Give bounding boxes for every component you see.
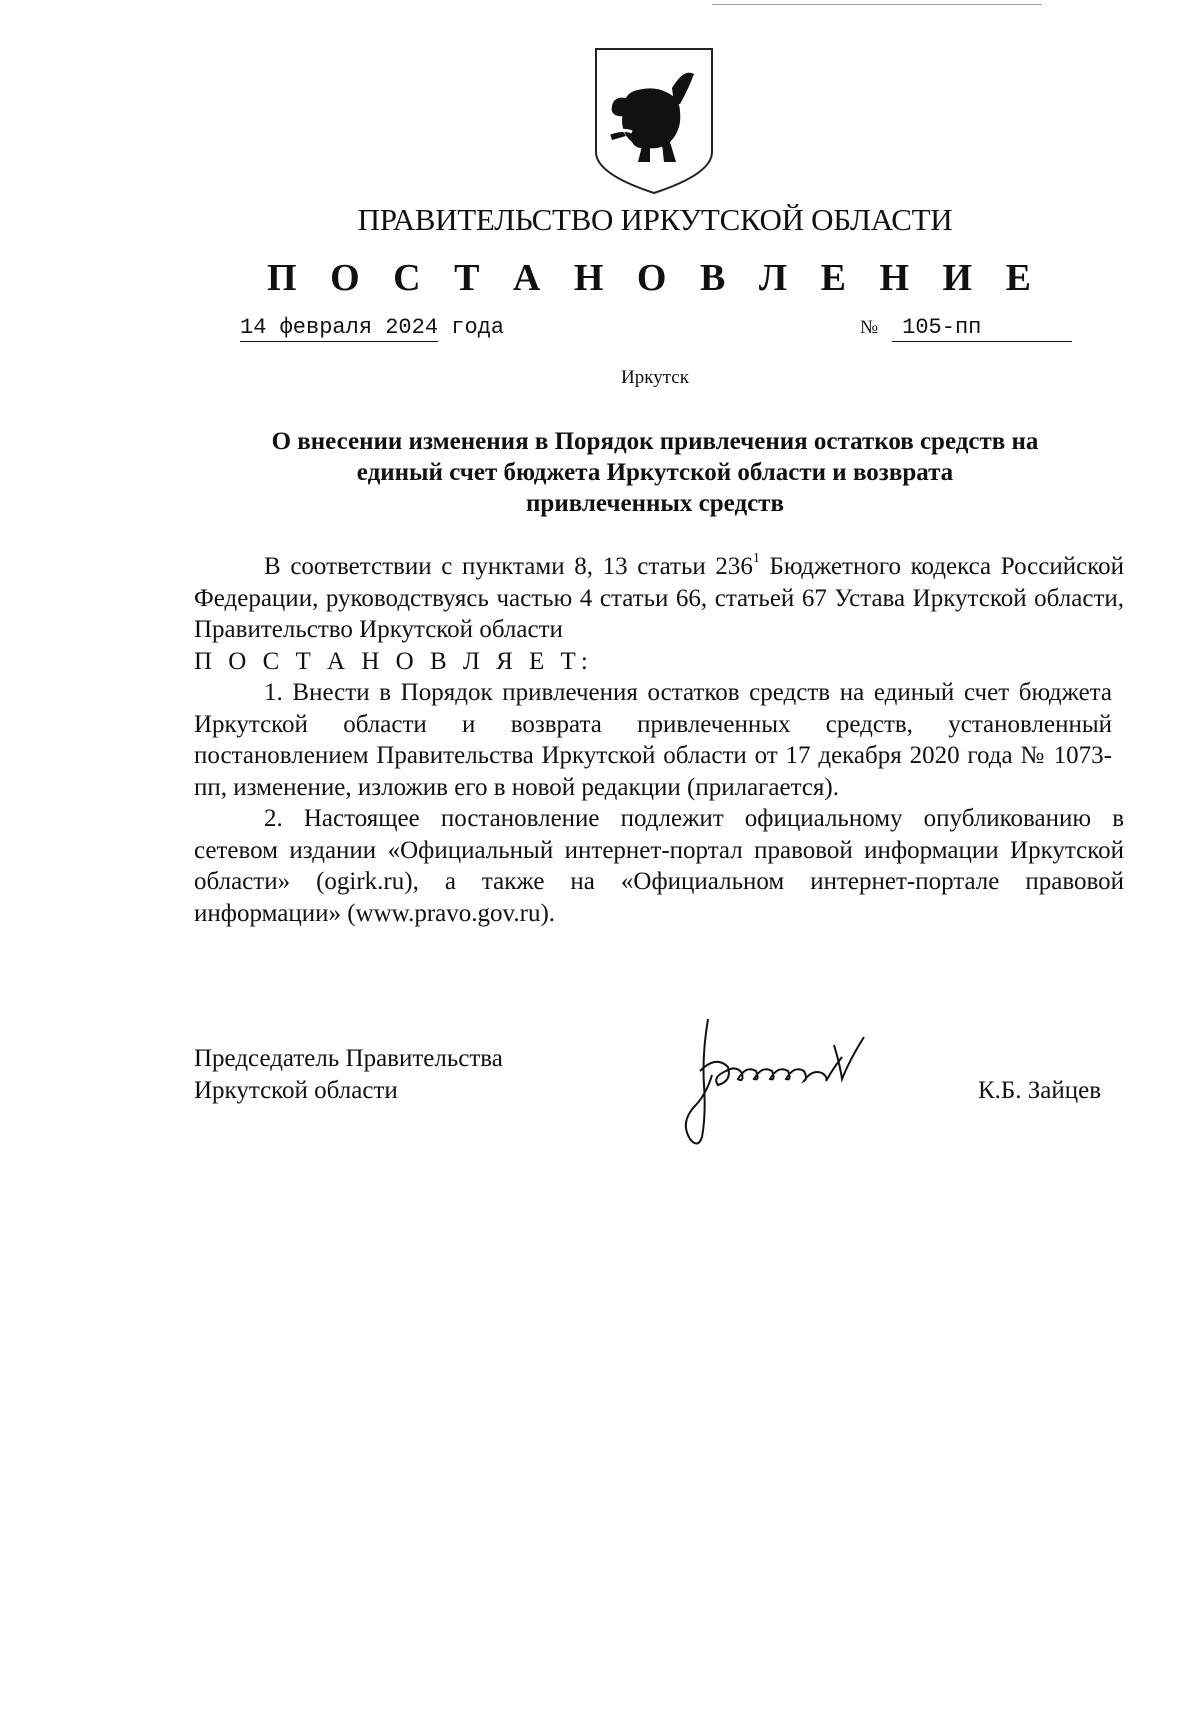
intro-text: В соответствии с пунктами 8, 13 статьи 236 <box>264 553 753 580</box>
document-number <box>860 315 1072 342</box>
signatory-position <box>194 1043 503 1106</box>
title-line: О внесении изменения в Порядок привлечения остатков средств на <box>271 428 1039 455</box>
date-suffix: года <box>451 315 505 340</box>
paragraph-item-2: 2. Настоящее постановление подлежит официальному опубликованию в сетевом издании «Официальный интернет-портал правовой информации Иркутской области» (ogirk.ru), а также на «Официальном интернет-портале правовой информации» (www.pravo.gov.ru). <box>194 805 1124 927</box>
intro-text-continued: Бюджетного кодекса Российской Федерации, руководствуясь частью 4 статьи 66, статьей 67 Устава Иркутской области, Правительство Иркутской области <box>194 553 1124 643</box>
resolve-word: П О С Т А Н О В Л Я Е Т: <box>194 647 593 675</box>
position-line: Председатель Правительства <box>194 1045 503 1072</box>
coat-of-arms-icon <box>592 46 716 196</box>
top-rule <box>712 4 1042 5</box>
date-value: 14 февраля 2024 <box>240 315 439 340</box>
article-superscript: 1 <box>752 551 760 566</box>
title-line: единый счет бюджета Иркутской области и возврата <box>356 459 954 486</box>
number-label: № <box>860 317 879 338</box>
document-date <box>240 315 504 340</box>
title-line: привлеченных средств <box>526 490 784 517</box>
document-body <box>194 551 1124 929</box>
city-name: Иркутск <box>621 367 689 388</box>
position-line: Иркутской области <box>194 1076 398 1104</box>
paragraph-item-1: 1. Внести в Порядок привлечения остатков средств на единый счет бюджета Иркутской области и возврата привлеченных средств, установленный постановлением Правительства Иркутской области от 17 декабря 2020 года № 1073-пп, изменение, изложив его в новой редакции (прилагается). <box>194 679 1112 801</box>
government-name: ПРАВИТЕЛЬСТВО ИРКУТСКОЙ ОБЛАСТИ <box>357 202 953 237</box>
signature-icon <box>672 1015 922 1150</box>
intro-paragraph <box>194 551 1124 646</box>
signatory-name: К.Б. Зайцев <box>978 1077 1102 1104</box>
document-title <box>200 426 1110 519</box>
number-value: 105-пп <box>892 315 1072 342</box>
document-type: П О С Т А Н О В Л Е Н И Е <box>267 257 1043 299</box>
